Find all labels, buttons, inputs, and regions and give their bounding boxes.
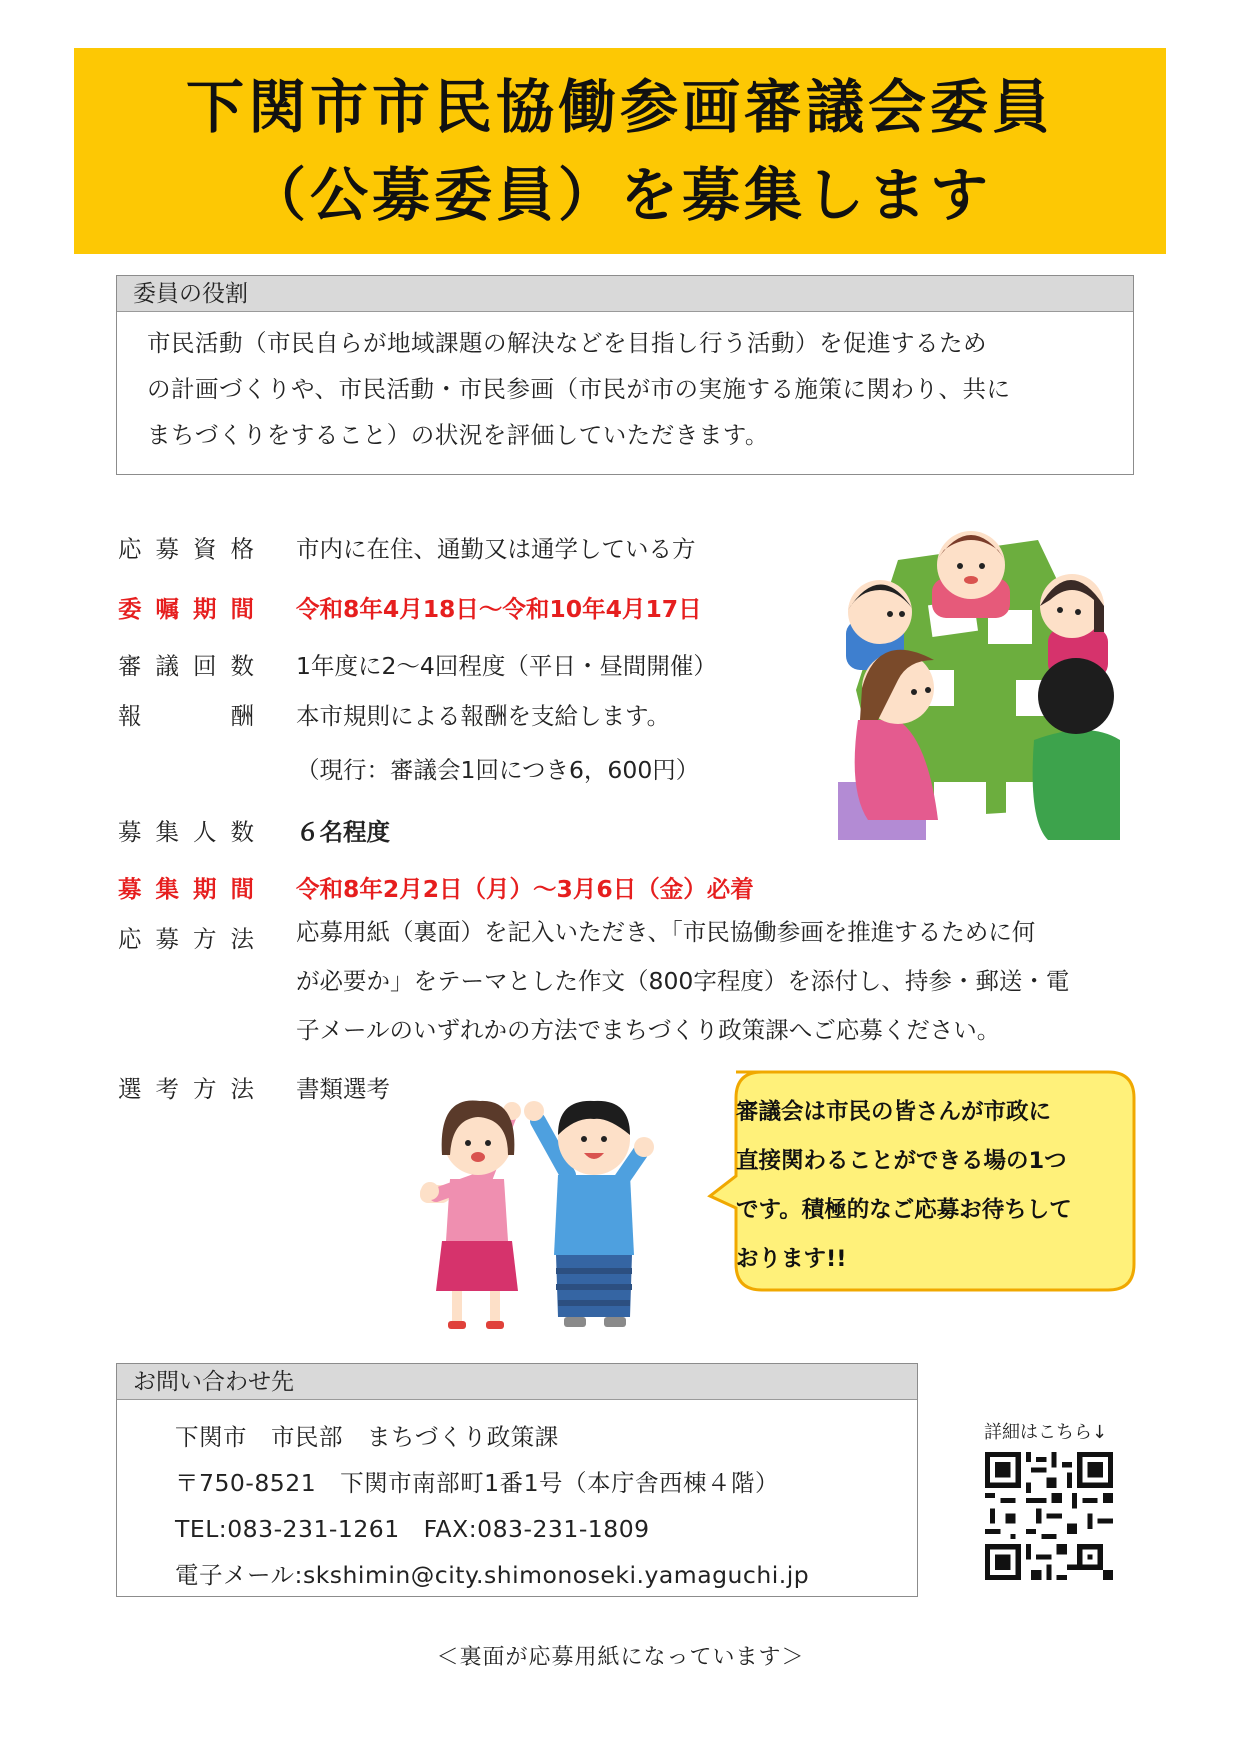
role-box [116,275,1134,475]
period-label: 募 集 期 間 [118,875,254,903]
period-value: 令和8年2月2日（月）～3月6日（金）必着 [296,875,754,903]
reward-label: 報 酬 [118,702,254,730]
contact-box [116,1363,918,1597]
term-value: 令和8年4月18日～令和10年4月17日 [296,595,702,623]
qualification-value: 市内に在住、通勤又は通学している方 [296,535,696,563]
bubble-line: おります!! [736,1246,847,1272]
title-line-1: 下関市市民協働参画審議会委員 [185,73,1054,141]
method-line: 応募用紙（裏面）を記入いただき、「市民協働参画を推進するために何 [296,918,1036,946]
contact-body [117,1400,917,1598]
reward-note: （現行：審議会1回につき6，600円） [296,756,700,784]
cheering-people-illustration [408,1095,668,1345]
qualification-label: 応 募 資 格 [118,535,254,563]
method-value [296,908,1146,1055]
role-line: 市民活動（市民自らが地域課題の解決などを目指し行う活動）を促進するため [147,329,987,357]
role-line: まちづくりをすること）の状況を評価していただきます。 [147,421,769,449]
bubble-line: です。積極的なご応募お待ちして [736,1197,1072,1223]
meetings-value: 1年度に2～4回程度（平日・昼間開催） [296,652,717,680]
footer-note: ＜裏面が応募用紙になっています＞ [436,1645,805,1670]
qr-code-icon[interactable] [985,1452,1113,1580]
contact-heading: お問い合わせ先 [117,1364,917,1400]
method-line: が必要か」をテーマとした作文（800字程度）を添付し、持参・郵送・電 [296,967,1070,995]
contact-email[interactable]: 電子メール:skshimin@city.shimonoseki.yamaguchi.jp [175,1561,810,1589]
count-value: ６名程度 [296,818,390,846]
contact-department: 下関市 市民部 まちづくり政策課 [175,1423,559,1451]
speech-bubble [706,1068,1138,1298]
speech-bubble-text [736,1088,1126,1284]
selection-value: 書類選考 [296,1075,390,1103]
reward-value: 本市規則による報酬を支給します。 [296,702,671,730]
bubble-line: 直接関わることができる場の1つ [736,1148,1067,1174]
qr-caption: 詳細はこちら↓ [984,1422,1108,1443]
contact-address: 〒750-8521 下関市南部町1番1号（本庁舎西棟４階） [175,1469,780,1497]
role-line: の計画づくりや、市民活動・市民参画（市民が市の実施する施策に関わり、共に [147,375,1011,403]
contact-phone-fax: TEL:083-231-1261 FAX:083-231-1809 [175,1515,650,1543]
meetings-label: 審 議 回 数 [118,652,254,680]
term-label: 委 嘱 期 間 [118,595,254,623]
title-line-2: （公募委員）を募集します [247,161,992,229]
method-line: 子メールのいずれかの方法でまちづくり政策課へご応募ください。 [296,1016,1001,1044]
meeting-illustration [838,520,1120,840]
selection-label: 選 考 方 法 [118,1075,254,1103]
title-banner [74,48,1166,254]
role-body [117,312,1133,458]
role-heading: 委員の役割 [117,276,1133,312]
count-label: 募 集 人 数 [118,818,254,846]
bubble-line: 審議会は市民の皆さんが市政に [736,1099,1052,1125]
method-label: 応 募 方 法 [118,925,254,953]
